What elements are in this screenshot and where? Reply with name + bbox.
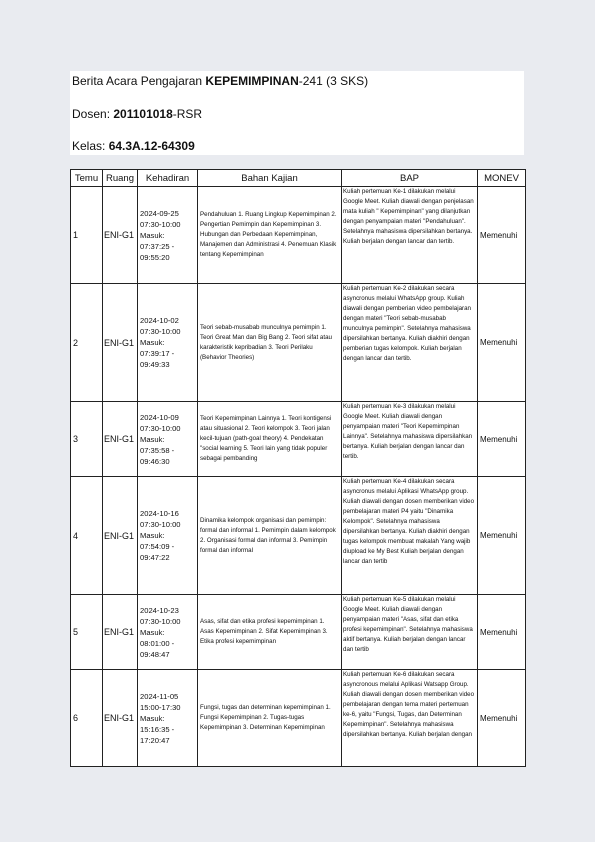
- room-cell: ENI-G1: [103, 477, 138, 595]
- col-header-bahan-kajian: Bahan Kajian: [198, 170, 342, 187]
- table-row: [71, 284, 526, 402]
- lecturer-id: 201101018: [113, 107, 173, 121]
- meeting-time: 07:30-10:00: [140, 219, 181, 229]
- material-cell: Asas, sifat dan etika profesi kepemimpinan 1. Asas Kepemimpinan 2. Sifat Kepemimpinan 3. Etika profesi kepemimpinan: [198, 595, 342, 670]
- table-row: [71, 402, 526, 477]
- bap-cell: Kuliah pertemuan Ke-6 dilakukan secara asyncronous melalui Aplikasi Watsapp Group. Kuliah diawali dengan dosen memberikan video pembelajaran dengan tema materi pertemuan ke-6, yaitu "Fungsi, Tugas, dan Determinan Kepemimpinan". Setelahnya mahasiswa dipersilahkan bertanya. Kuliah berjalan dengan: [342, 670, 478, 767]
- check-out: 09:55:20: [140, 252, 170, 262]
- meeting-time: 07:30-10:00: [140, 423, 181, 433]
- bap-cell: Kuliah pertemuan Ke-1 dilakukan melalui Google Meet. Kuliah diawali dengan penjelasan mata kuliah " Kepemimpinan" yang dilanjutkan dengan penyampaian materi "Pendahuluan". Setelahnya mahasiswa dipersilahkan bertanya. Kuliah berjalan dengan lancar dan tertib.: [342, 187, 478, 284]
- monev-cell: Memenuhi: [478, 402, 526, 477]
- col-header-ruang: Ruang: [103, 170, 138, 187]
- check-out: 09:47:22: [140, 553, 170, 562]
- meeting-date: 2024-10-16: [140, 509, 179, 518]
- temu-cell: 5: [71, 595, 103, 670]
- meeting-date: 2024-11-05: [140, 691, 179, 701]
- col-header-temu: Temu: [71, 170, 103, 187]
- temu-cell: 4: [71, 477, 103, 595]
- masuk-label: Masuk:: [140, 434, 165, 444]
- meeting-date: 2024-10-02: [140, 316, 179, 325]
- attendance-cell: [138, 402, 198, 477]
- monev-cell: Memenuhi: [478, 595, 526, 670]
- room-cell: ENI-G1: [103, 402, 138, 477]
- lecturer-code: -RSR: [172, 107, 203, 121]
- attendance-cell: [138, 284, 198, 402]
- meeting-time: 07:30-10:00: [140, 616, 181, 626]
- bap-cell: Kuliah pertemuan Ke-2 dilakukan secara asyncronus melalui WhatsApp group. Kuliah diawali dengan pemberian video pembelajaran dengan materi "Teori sebab-musabab munculnya pemimpin". Setelahnya mahasiswa dipersilahkan bertanya. Kuliah diakhiri dengan pemberian tugas kelompok. Kuliah berjalan dengan lancar dan tertib.: [342, 284, 478, 402]
- bap-cell: Kuliah pertemuan Ke-4 dilakukan secara asyncronus melalui Aplikasi WhatsApp group. Kuliah diawali dengan dosen memberikan video pembelajaran materi P4 yaitu "Dinamika Kelompok". Setelahnya mahasiswa dipersilahkan bertanya. Kuliah diakhiri dengan tugas kelompok membuat makalah Yang wajib diupload ke My Best Kuliah berjalan dengan lancar dan tertib: [342, 477, 478, 595]
- room-cell: ENI-G1: [103, 187, 138, 284]
- attendance-cell: [138, 670, 198, 767]
- table-row: [71, 477, 526, 595]
- report-header: [70, 71, 524, 155]
- room-cell: ENI-G1: [103, 284, 138, 402]
- material-cell: Pendahuluan 1. Ruang Lingkup Kepemimpinan 2. Pengertian Pemimpin dan Kepemimpinan 3. Hubungan dan Perbedaan Kepemimpinan, Manajemen dan Administrasi 4. Penemuan Klasik tentang Kepemimpinan: [198, 187, 342, 284]
- check-in: 07:35:58 -: [140, 445, 175, 455]
- table-row: [71, 595, 526, 670]
- meeting-time: 07:30-10:00: [140, 327, 181, 336]
- table-row: [71, 187, 526, 284]
- class-code: 64.3A.12-64309: [108, 139, 195, 153]
- room-cell: ENI-G1: [103, 670, 138, 767]
- meeting-date: 2024-10-23: [140, 605, 179, 615]
- masuk-label: Masuk:: [140, 230, 165, 240]
- room-cell: ENI-G1: [103, 595, 138, 670]
- class-label: Kelas:: [72, 139, 109, 153]
- material-cell: Teori Kepemimpinan Lainnya 1. Teori kontigensi atau situasional 2. Teori kelompok 3. Teori jalan kecil-tujuan (path-goal theory) 4. Pendekatan "social learning 5. Teori lain yang tidak populer sebagai pembanding: [198, 402, 342, 477]
- course-name: KEPEMIMPINAN: [205, 74, 299, 88]
- lecturer-line: [72, 107, 202, 121]
- masuk-label: Masuk:: [140, 338, 165, 347]
- monev-cell: Memenuhi: [478, 187, 526, 284]
- material-cell: Teori sebab-musabab munculnya pemimpin 1. Teori Great Man dan Big Bang 2. Teori sifat atau karakteristik kepribadian 3. Teori Perilaku (Behavior Theories): [198, 284, 342, 402]
- temu-cell: 1: [71, 187, 103, 284]
- check-in: 07:39:17 -: [140, 349, 175, 358]
- meeting-date: 2024-09-25: [140, 208, 179, 218]
- bap-cell: Kuliah pertemuan Ke-5 dilakukan melalui Google Meet. Kuliah diawali dengan penyampaian materi "Asas, sifat dan etika profesi kepemimpinan". Setelahnya mahasiswa aktif bertanya. Kuliah berjalan dengan lancar dan tertib: [342, 595, 478, 670]
- masuk-label: Masuk:: [140, 627, 165, 637]
- col-header-kehadiran: Kehadiran: [138, 170, 198, 187]
- temu-cell: 2: [71, 284, 103, 402]
- bap-cell: Kuliah pertemuan Ke-3 dilakukan melalui Google Meet. Kuliah diawali dengan penyampaian materi "Teori Kepemimpinan Lainnya". Setelahnya mahasiswa dipersilahkan bertanya. Kuliah berjalan dengan lancar dan tertib.: [342, 402, 478, 477]
- course-code-credits: -241 (3 SKS): [298, 74, 369, 88]
- check-out: 09:48:47: [140, 649, 170, 659]
- attendance-cell: [138, 187, 198, 284]
- check-in: 07:37:25 -: [140, 241, 175, 251]
- check-in: 15:16:35 -: [140, 724, 175, 734]
- check-out: 09:49:33: [140, 360, 170, 369]
- report-title: [72, 74, 368, 88]
- meeting-date: 2024-10-09: [140, 412, 179, 422]
- meeting-time: 07:30-10:00: [140, 520, 181, 529]
- material-cell: Dinamika kelompok organisasi dan pemimpin: formal dan informal 1. Pemimpin dalam kelompok 2. Organisasi formal dan informal 3. Pemimpin formal dan informal: [198, 477, 342, 595]
- class-line: [72, 139, 195, 153]
- col-header-bap: BAP: [342, 170, 478, 187]
- check-in: 08:01:00 -: [140, 638, 175, 648]
- masuk-label: Masuk:: [140, 531, 165, 540]
- table-row: [71, 670, 526, 767]
- monev-cell: Memenuhi: [478, 477, 526, 595]
- masuk-label: Masuk:: [140, 713, 165, 723]
- check-out: 17:20:47: [140, 735, 170, 745]
- temu-cell: 6: [71, 670, 103, 767]
- attendance-cell: [138, 595, 198, 670]
- check-out: 09:46:30: [140, 456, 170, 466]
- check-in: 07:54:09 -: [140, 542, 175, 551]
- lecturer-label: Dosen:: [72, 107, 114, 121]
- monev-cell: Memenuhi: [478, 670, 526, 767]
- title-prefix: Berita Acara Pengajaran: [72, 74, 206, 88]
- temu-cell: 3: [71, 402, 103, 477]
- meeting-table: [70, 169, 526, 767]
- attendance-cell: [138, 477, 198, 595]
- material-cell: Fungsi, tugas dan determinan kepemimpinan 1. Fungsi Kepemimpinan 2. Tugas-tugas Kepemimpinan 3. Determinan Kepemimpinan: [198, 670, 342, 767]
- monev-cell: Memenuhi: [478, 284, 526, 402]
- col-header-monev: MONEV: [478, 170, 526, 187]
- meeting-time: 15:00-17:30: [140, 702, 181, 712]
- table-header-row: [71, 170, 526, 187]
